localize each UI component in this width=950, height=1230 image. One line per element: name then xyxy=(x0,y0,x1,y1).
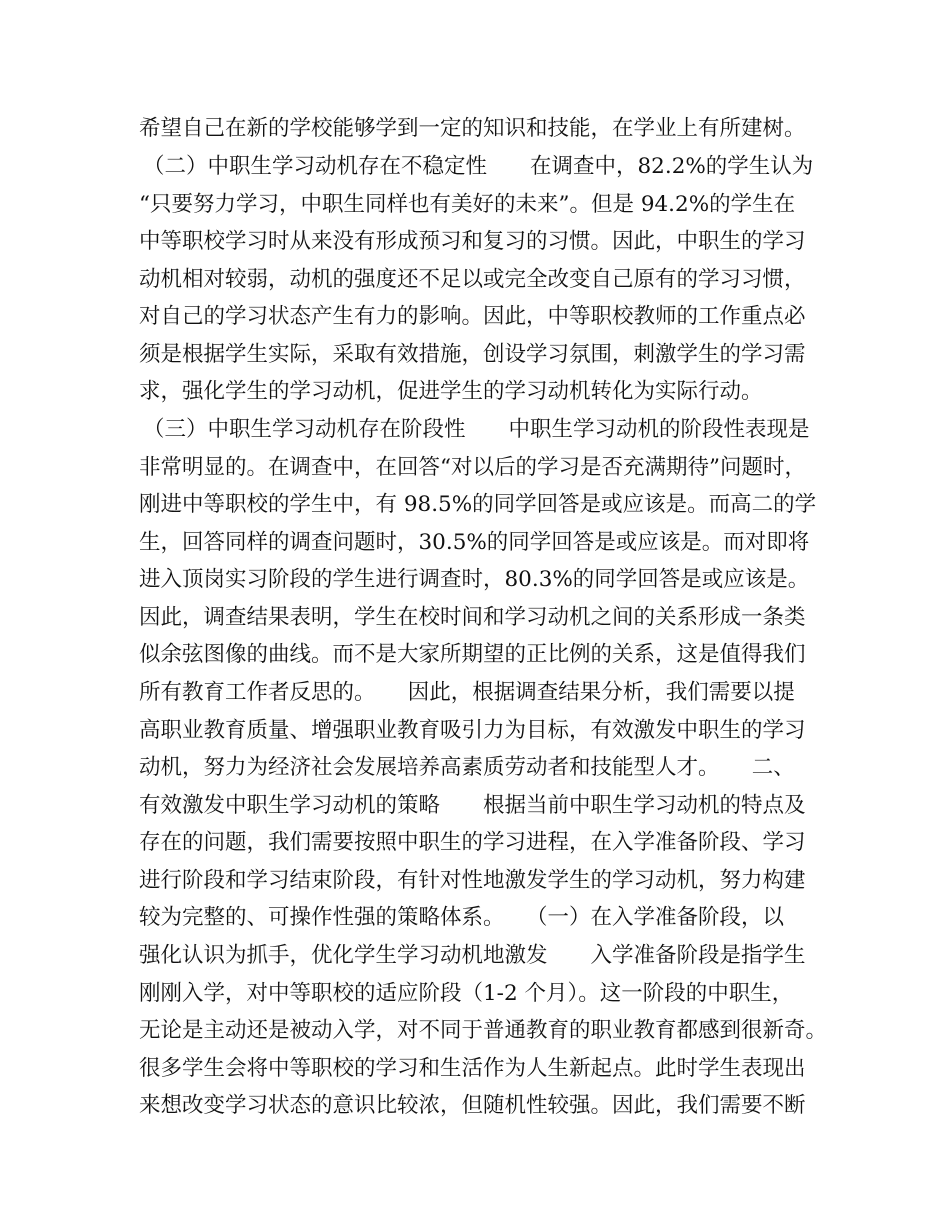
text-line: 非常明显的。在调查中，在回答“对以后的学习是否充满期待”问题时， xyxy=(139,455,806,480)
text-line: 希望自己在新的学校能够学到一定的知识和技能，在学业上有所建树。 xyxy=(139,116,806,141)
text-line: 进行阶段和学习结束阶段，有针对性地激发学生的学习动机，努力构建 xyxy=(139,868,806,893)
text-line: 无论是主动还是被动入学，对不同于普通教育的职业教育都感到很新奇。 xyxy=(139,1018,828,1043)
text-line: 存在的问题，我们需要按照中职生的学习进程，在入学准备阶段、学习 xyxy=(139,830,806,855)
text-line: 较为完整的、可操作性强的策略体系。 （一）在入学准备阶段，以 xyxy=(139,905,785,930)
text-line: 对自己的学习状态产生有力的影响。因此，中等职校教师的工作重点必 xyxy=(139,304,806,329)
text-line: 因此，调查结果表明，学生在校时间和学习动机之间的关系形成一条类 xyxy=(139,605,806,630)
text-line: 很多学生会将中等职校的学习和生活作为人生新起点。此时学生表现出 xyxy=(139,1056,806,1081)
text-line: 进入顶岗实习阶段的学生进行调查时，80.3%的同学回答是或应该是。 xyxy=(139,567,810,592)
text-line: 求，强化学生的学习动机，促进学生的学习动机转化为实际行动。 xyxy=(139,379,763,404)
text-line: 所有教育工作者反思的。 因此，根据调查结果分析，我们需要以提 xyxy=(139,680,795,705)
text-line: 似余弦图像的曲线。而不是大家所期望的正比例的关系，这是值得我们 xyxy=(139,642,806,667)
text-line: 动机，努力为经济社会发展培养高素质劳动者和技能型人才。 二、 xyxy=(139,755,795,780)
text-line: 生，回答同样的调查问题时，30.5%的同学回答是或应该是。而对即将 xyxy=(139,530,810,555)
text-line: 有效激发中职生学习动机的策略 根据当前中职生学习动机的特点及 xyxy=(139,793,806,818)
text-line: （三）中职生学习动机存在阶段性 中职生学习动机的阶段性表现是 xyxy=(143,417,810,442)
text-line: 来想改变学习状态的意识比较浓，但随机性较强。因此，我们需要不断 xyxy=(139,1093,806,1118)
text-line: 中等职校学习时从来没有形成预习和复习的习惯。因此，中职生的学习 xyxy=(139,229,806,254)
text-line: 刚进中等职校的学生中，有 98.5%的同学回答是或应该是。而高二的学 xyxy=(139,492,817,517)
text-line: （二）中职生学习动机存在不稳定性 在调查中，82.2%的学生认为 xyxy=(143,154,814,179)
text-line: 动机相对较弱，动机的强度还不足以或完全改变自己原有的学习习惯， xyxy=(139,267,806,292)
text-line: 高职业教育质量、增强职业教育吸引力为目标，有效激发中职生的学习 xyxy=(139,718,806,743)
text-line: 刚刚入学，对中等职校的适应阶段（1-2 个月）。这一阶段的中职生， xyxy=(139,981,794,1006)
text-line: 强化认识为抓手，优化学生学习动机地激发 入学准备阶段是指学生 xyxy=(139,943,806,968)
text-line: “只要努力学习，中职生同样也有美好的未来”。但是 94.2%的学生在 xyxy=(139,192,796,217)
text-line: 须是根据学生实际，采取有效措施，创设学习氛围，刺激学生的学习需 xyxy=(139,342,806,367)
